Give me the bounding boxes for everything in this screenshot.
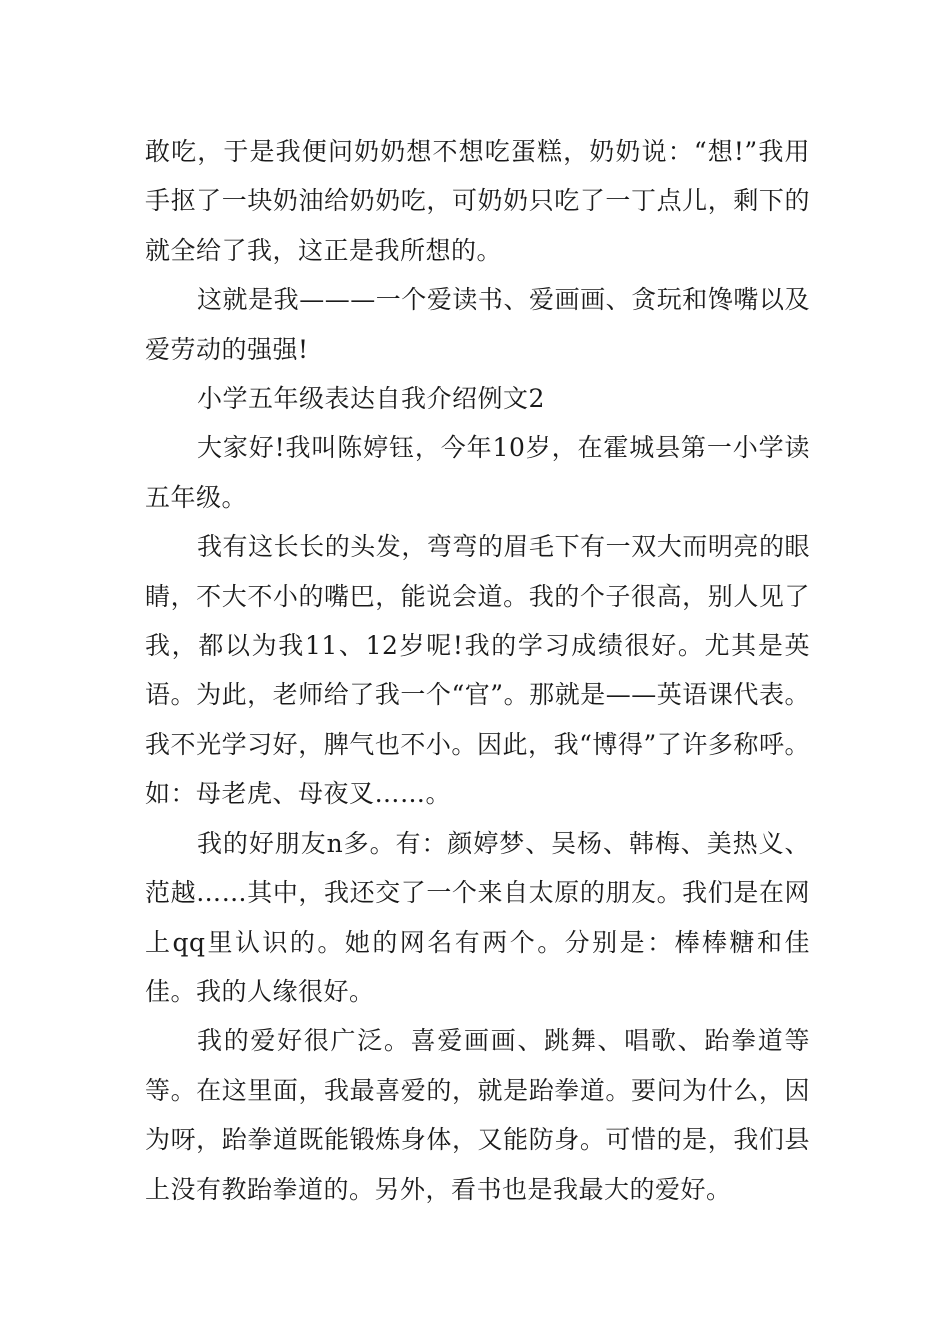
paragraph-appearance: 我有这长长的头发，弯弯的眉毛下有一双大而明亮的眼睛，不大不小的嘴巴，能说会道。我的个子很高，别人见了我，都以为我11、12岁呢!我的学习成绩很好。尤其是英语。为此，老师给了我一个“官”。那就是——英语课代表。我不光学习好，脾气也不小。因此，我“博得”了许多称呼。如：母老虎、母夜叉……。 <box>145 532 810 809</box>
paragraph-hobbies: 我的爱好很广泛。喜爱画画、跳舞、唱歌、跆拳道等等。在这里面，我最喜爱的，就是跆拳道。要问为什么，因为呀，跆拳道既能锻炼身体，又能防身。可惜的是，我们县上没有教跆拳道的。另外，看书也是我最大的爱好。 <box>145 1026 810 1204</box>
document-body <box>145 127 810 1214</box>
paragraph-intro: 大家好!我叫陈婷钰，今年10岁，在霍城县第一小学读五年级。 <box>145 433 810 512</box>
paragraph-summary: 这就是我———一个爱读书、爱画画、贪玩和馋嘴以及爱劳动的强强! <box>145 285 810 364</box>
paragraph-friends: 我的好朋友n多。有：颜婷梦、吴杨、韩梅、美热义、范越……其中，我还交了一个来自太原的朋友。我们是在网上qq里认识的。她的网名有两个。分别是：棒棒糖和佳佳。我的人缘很好。 <box>145 828 810 1006</box>
section-heading: 小学五年级表达自我介绍例文2 <box>197 384 545 414</box>
paragraph-continuation: 敢吃，于是我便问奶奶想不想吃蛋糕，奶奶说：“想!”我用手抠了一块奶油给奶奶吃，可奶奶只吃了一丁点儿，剩下的就全给了我，这正是我所想的。 <box>145 137 810 265</box>
